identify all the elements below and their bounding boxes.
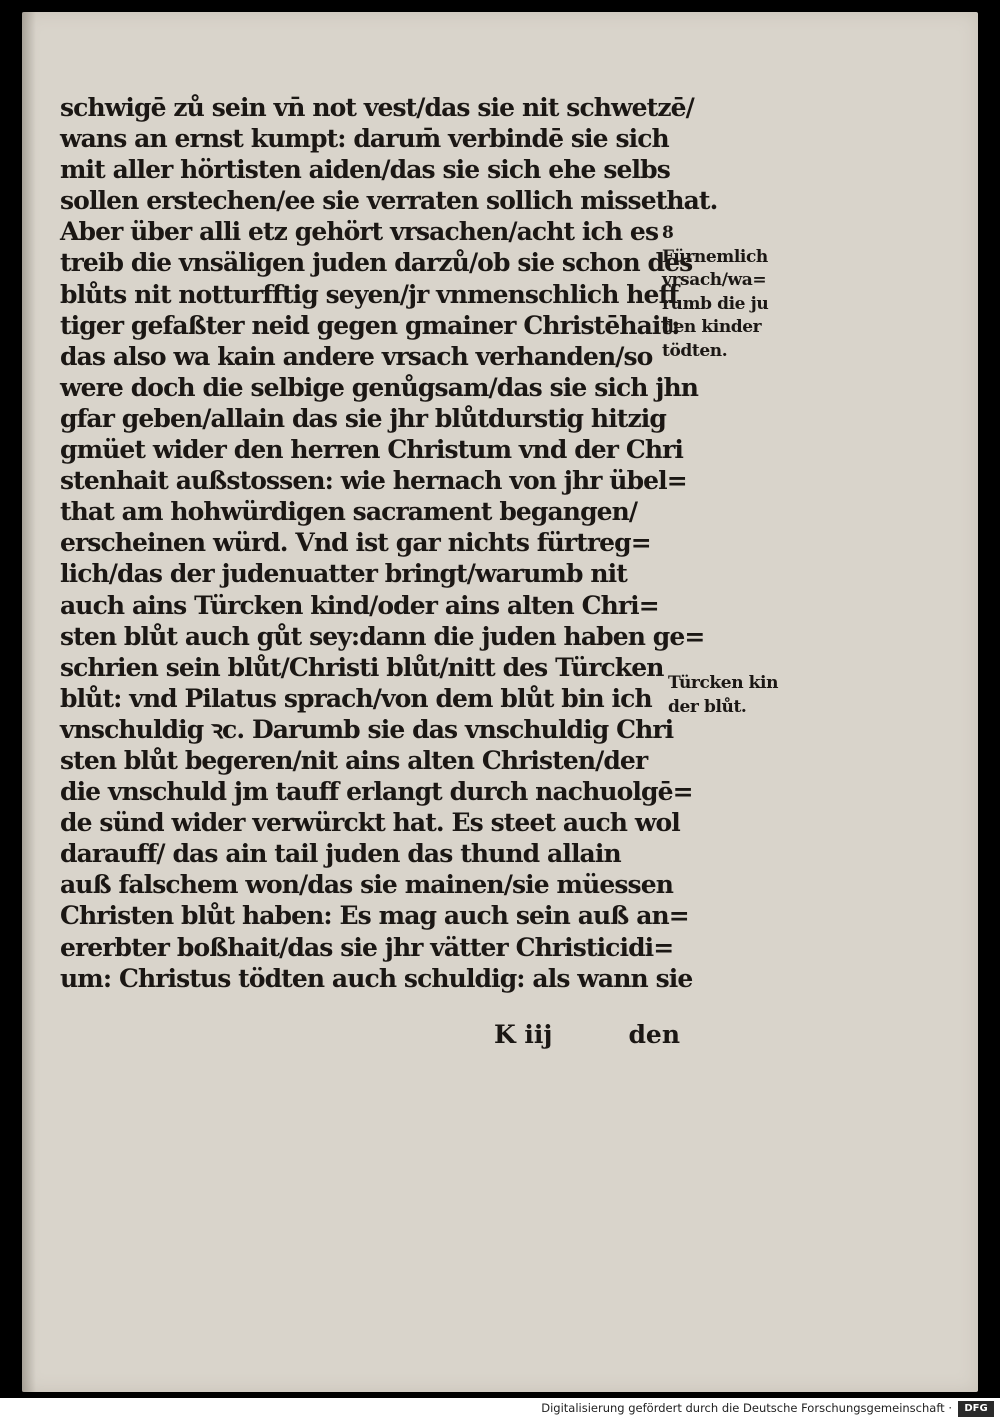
text-line: sten blůt auch gůt sey:dann die juden haben ge= <box>60 621 705 651</box>
text-line: stenhait außstossen: wie hernach von jhr übel= <box>60 466 687 496</box>
book-page <box>22 12 978 1392</box>
text-line: erscheinen würd. Vnd ist gar nichts fürtreg= <box>60 528 651 558</box>
footer-bar <box>0 1398 1000 1420</box>
text-line: tiger gefaßter neid gegen gmainer Christēhait: <box>60 310 680 340</box>
marginal-note-line: Türcken kin <box>668 673 779 693</box>
marginal-note-line: 8 <box>662 223 674 243</box>
text-line: Aber über alli etz gehört vrsachen/acht ich es <box>60 217 659 247</box>
text-line: gmüet wider den herren Christum vnd der Chri <box>60 435 684 465</box>
text-line: sten blůt begeren/nit ains alten Christen/der <box>60 745 648 775</box>
text-line: blůt: vnd Pilatus sprach/von dem blůt bin ich <box>60 683 652 713</box>
marginal-note-line: vrsach/wa= <box>662 270 767 290</box>
text-line: blůts nit notturfftig seyen/jr vnmenschlich heff <box>60 279 679 309</box>
text-line: auß falschem won/das sie mainen/sie müessen <box>60 870 673 900</box>
marginal-note <box>668 672 778 719</box>
text-line: die vnschuld jm tauff erlangt durch nachuolgē= <box>60 777 693 807</box>
text-line: sollen erstechen/ee sie verraten sollich missethat. <box>60 186 718 216</box>
page-gutter-shadow <box>22 12 36 1392</box>
marginal-note <box>662 222 768 363</box>
text-line: das also wa kain andere vrsach verhanden/so <box>60 341 653 371</box>
text-line: ererbter boßhait/das sie jhr vätter Christicidi= <box>60 932 674 962</box>
text-line: mit aller hörtisten aiden/das sie sich ehe selbs <box>60 155 670 185</box>
text-line: auch ains Türcken kind/oder ains alten Chri= <box>60 590 659 620</box>
text-line: Christen blůt haben: Es mag auch sein auß an= <box>60 901 689 931</box>
text-line: lich/das der judenuatter bringt/warumb nit <box>60 559 627 589</box>
marginal-note-line: den kinder <box>662 317 762 337</box>
catchline <box>60 1020 680 1054</box>
catchword: den <box>628 1020 680 1049</box>
text-line: de sünd wider verwürckt hat. Es steet auch wol <box>60 808 680 838</box>
text-line: wans an ernst kumpt: darum̄ verbindē sie sich <box>60 124 669 154</box>
marginal-note-line: Fürnemlich <box>662 246 768 267</box>
text-line: um: Christus tödten auch schuldig: als wann sie <box>60 963 693 993</box>
text-line: were doch die selbige genůgsam/das sie sich jhn <box>60 372 699 402</box>
text-line: schwigē zů sein vn̄ not vest/das sie nit schwetzē/ <box>60 93 694 122</box>
text-line: that am hohwürdigen sacrament begangen/ <box>60 497 638 527</box>
text-line: treib die vnsäligen juden darzů/ob sie schon des <box>60 248 693 278</box>
marginal-note-line: der blůt. <box>668 696 747 717</box>
dfg-logo: DFG <box>958 1401 994 1417</box>
text-line: schrien sein blůt/Christi blůt/nitt des Türcken <box>60 652 664 682</box>
marginal-note-line: rumb die ju <box>662 293 769 314</box>
text-line: gfar geben/allain das sie jhr blůtdurstig hitzig <box>60 403 666 433</box>
text-line: darauff/ das ain tail juden das thund allain <box>60 839 621 869</box>
signature-mark: K iij <box>494 1020 553 1049</box>
funding-credit: Digitalisierung gefördert durch die Deutsche Forschungsgemeinschaft · <box>541 1401 952 1415</box>
text-line: vnschuldig ꝛc. Darumb sie das vnschuldig Chri <box>60 714 674 744</box>
marginal-note-line: tödten. <box>662 340 728 361</box>
